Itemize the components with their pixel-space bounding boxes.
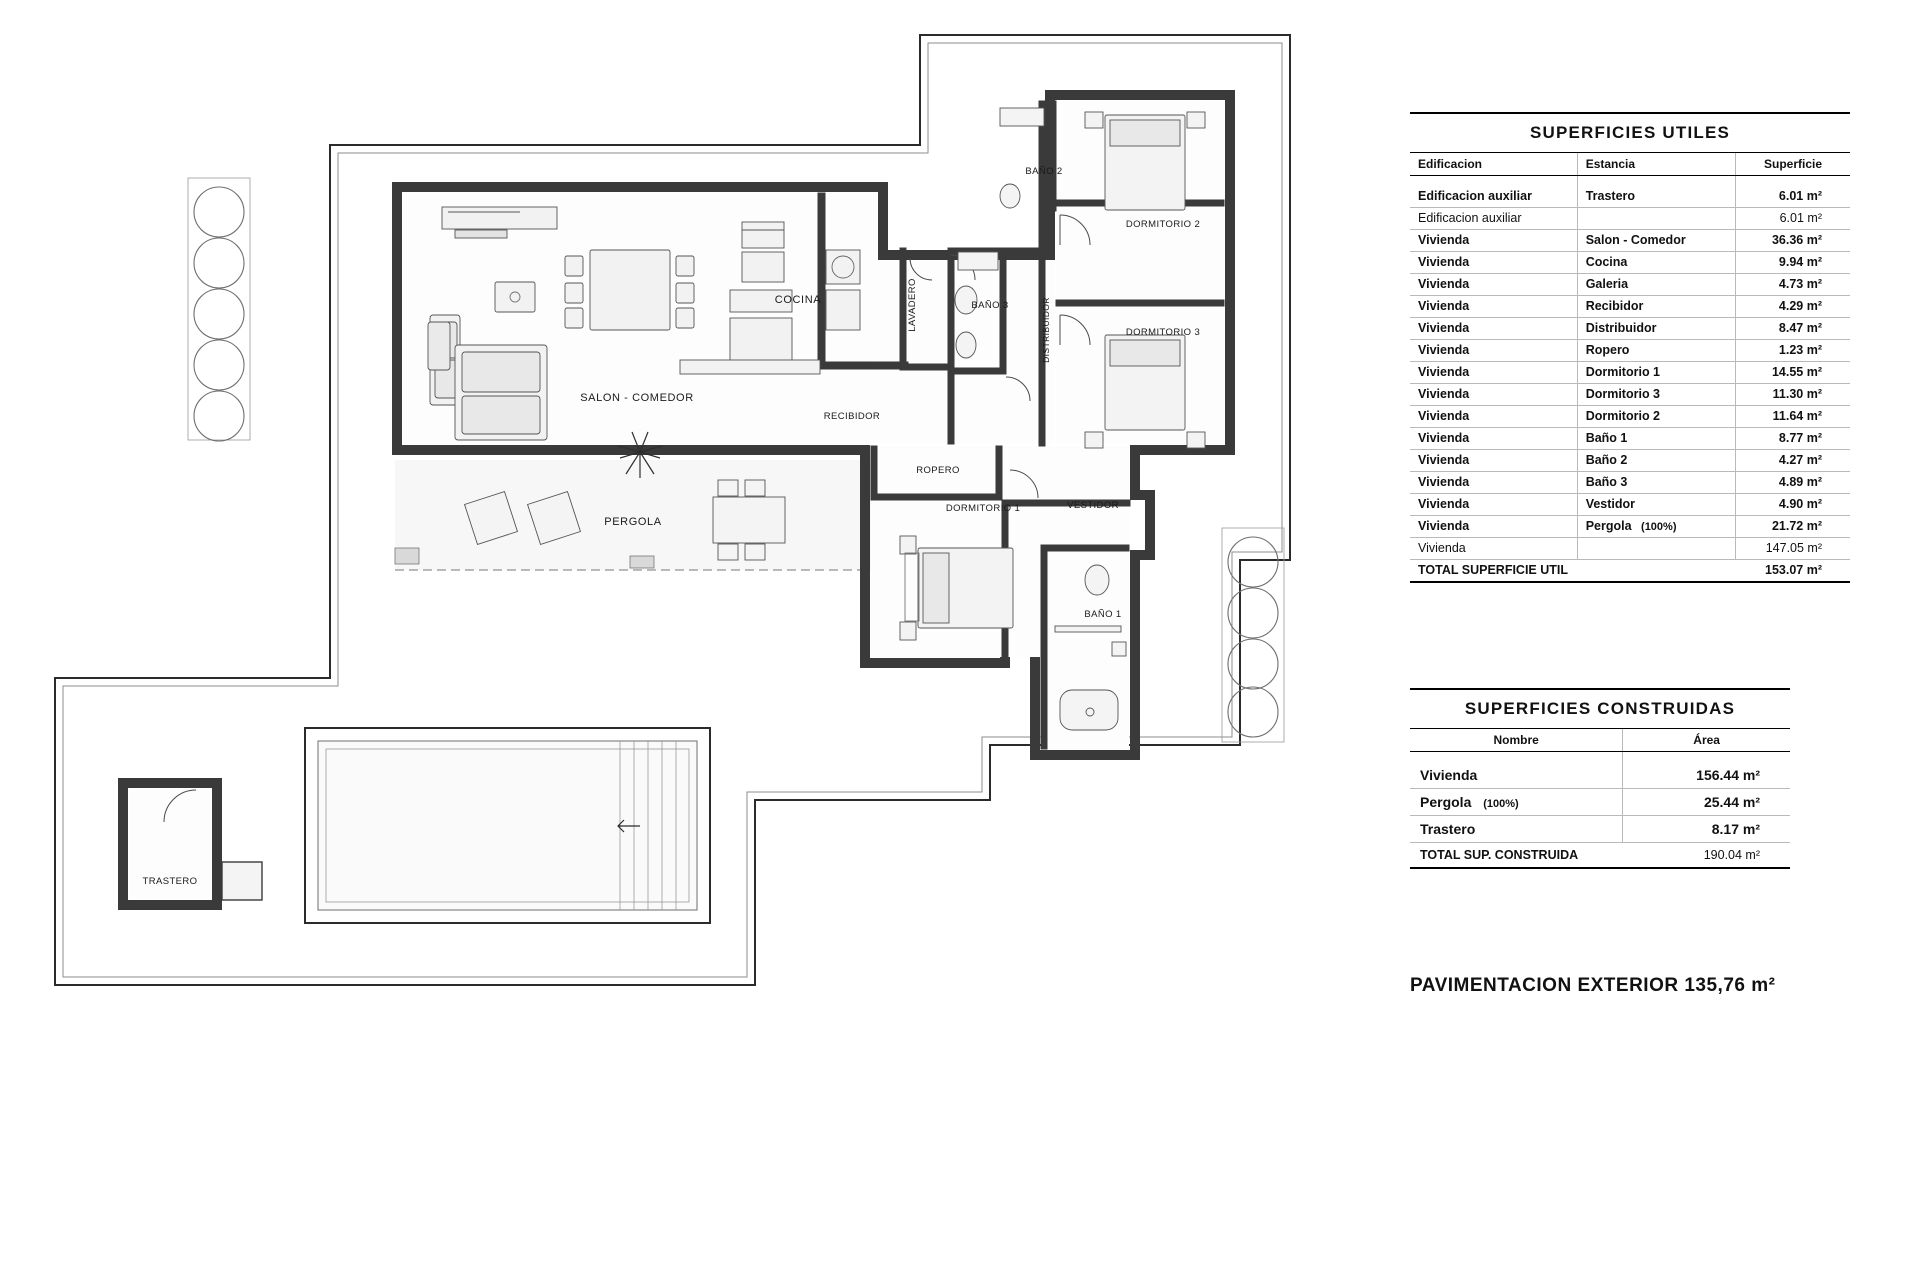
room-label-distribuidor: DISTRIBUIDOR [1041,297,1051,363]
cell-edificacion: Edificacion auxiliar [1410,186,1577,208]
construidas-title-row [1410,689,1790,729]
cell-superficie: 14.55 m² [1736,361,1850,383]
cell-superficie: 8.77 m² [1736,427,1850,449]
cell-estancia: Baño 3 [1577,471,1735,493]
cell-superficie: 4.27 m² [1736,449,1850,471]
table-row [1410,186,1850,208]
cell-superficie: 4.29 m² [1736,295,1850,317]
table-row [1410,789,1790,816]
superficies-utiles-panel [1410,112,1850,583]
cell-nombre [1410,762,1623,789]
cell-estancia [1577,515,1735,537]
room-label-dormitorio-2: DORMITORIO 2 [1125,219,1201,230]
cell-edificacion: Vivienda [1410,361,1577,383]
cell-edificacion: Vivienda [1410,405,1577,427]
table-row [1410,207,1850,229]
pavimentacion-exterior-text: PAVIMENTACION EXTERIOR 135,76 m² [1410,975,1776,996]
cell-estancia: Trastero [1577,186,1735,208]
table-row [1410,251,1850,273]
table-row [1410,383,1850,405]
cell-nombre-text: Pergola [1420,794,1472,810]
cell-estancia-text: Pergola [1585,519,1632,533]
cell-superficie: 21.72 m² [1736,515,1850,537]
cell-superficie: 6.01 m² [1736,207,1850,229]
trastero-building [118,778,262,910]
utiles-title: SUPERFICIES UTILES [1410,113,1850,153]
table-row [1410,339,1850,361]
cell-estancia [1577,537,1735,559]
cell-edificacion: Vivienda [1410,295,1577,317]
cell-superficie: 11.30 m² [1736,383,1850,405]
room-label-cocina: COCINA [774,294,822,306]
table-row [1410,229,1850,251]
cell-superficie: 4.90 m² [1736,493,1850,515]
utiles-total-row [1410,559,1850,582]
utiles-total-label: TOTAL SUPERFICIE UTIL [1410,559,1736,582]
table-row [1410,449,1850,471]
room-label-ropero: ROPERO [916,465,960,476]
room-label-recibidor: RECIBIDOR [823,411,881,422]
cell-estancia: Ropero [1577,339,1735,361]
cell-edificacion: Vivienda [1410,449,1577,471]
cell-superficie: 9.94 m² [1736,251,1850,273]
cell-superficie: 1.23 m² [1736,339,1850,361]
cell-estancia: Baño 2 [1577,449,1735,471]
cell-superficie: 4.89 m² [1736,471,1850,493]
room-label-bano-1: BAÑO 1 [1084,609,1122,620]
room-label-salon-comedor: SALON - COMEDOR [580,392,694,404]
superficies-utiles-table [1410,112,1850,583]
cell-estancia: Salon - Comedor [1577,229,1735,251]
cell-edificacion: Vivienda [1410,317,1577,339]
pavimentacion-panel [1410,975,1870,997]
cell-edificacion: Vivienda [1410,339,1577,361]
utiles-header-superficie: Superficie [1736,153,1850,176]
construidas-header-area: Área [1623,729,1790,752]
cell-edificacion: Edificacion auxiliar [1410,207,1577,229]
table-row [1410,493,1850,515]
cell-estancia: Dormitorio 2 [1577,405,1735,427]
cell-superficie: 8.47 m² [1736,317,1850,339]
swimming-pool [305,728,710,923]
cell-edificacion: Vivienda [1410,273,1577,295]
superficies-construidas-panel [1410,688,1790,869]
tree-row-left [188,178,250,441]
cell-edificacion: Vivienda [1410,493,1577,515]
utiles-header-edificacion: Edificacion [1410,153,1577,176]
table-row [1410,816,1790,843]
cell-nombre-note: (100%) [1483,798,1519,810]
utiles-total-value: 153.07 m² [1736,559,1850,582]
cell-superficie: 4.73 m² [1736,273,1850,295]
cell-edificacion: Vivienda [1410,229,1577,251]
room-label-dormitorio-1: DORMITORIO 1 [945,503,1021,514]
cell-superficie: 6.01 m² [1736,186,1850,208]
cell-superficie: 11.64 m² [1736,405,1850,427]
construidas-title: SUPERFICIES CONSTRUIDAS [1410,689,1790,729]
cell-estancia: Cocina [1577,251,1735,273]
cell-estancia [1577,207,1735,229]
room-label-vestidor: VESTIDOR [1067,500,1119,511]
cell-estancia: Vestidor [1577,493,1735,515]
room-label-pergola: PERGOLA [604,516,662,528]
table-row [1410,273,1850,295]
cell-area: 156.44 m² [1623,762,1790,789]
cell-superficie: 147.05 m² [1736,537,1850,559]
cell-area: 25.44 m² [1623,789,1790,816]
table-row [1410,427,1850,449]
cell-edificacion: Vivienda [1410,537,1577,559]
cell-nombre-text: Trastero [1420,821,1476,837]
table-row [1410,405,1850,427]
cell-area: 8.17 m² [1623,816,1790,843]
cell-edificacion: Vivienda [1410,515,1577,537]
table-row [1410,361,1850,383]
cell-edificacion: Vivienda [1410,427,1577,449]
construidas-total-value: 190.04 m² [1623,843,1790,869]
table-row [1410,537,1850,559]
cell-edificacion: Vivienda [1410,251,1577,273]
cell-nombre-text: Vivienda [1420,767,1478,783]
cell-estancia: Distribuidor [1577,317,1735,339]
superficies-construidas-table [1410,688,1790,869]
table-row [1410,515,1850,537]
cell-nombre [1410,816,1623,843]
cell-estancia: Recibidor [1577,295,1735,317]
cell-estancia: Baño 1 [1577,427,1735,449]
construidas-header-nombre: Nombre [1410,729,1623,752]
cell-superficie: 36.36 m² [1736,229,1850,251]
table-row [1410,471,1850,493]
utiles-header-row [1410,153,1850,176]
construidas-total-row [1410,843,1790,869]
room-label-trastero: TRASTERO [142,876,198,887]
cell-edificacion: Vivienda [1410,383,1577,405]
table-row [1410,762,1790,789]
table-row [1410,317,1850,339]
cell-estancia: Galeria [1577,273,1735,295]
construidas-header-row [1410,729,1790,752]
table-row [1410,295,1850,317]
construidas-total-label: TOTAL SUP. CONSTRUIDA [1410,843,1623,869]
cell-nombre [1410,789,1623,816]
utiles-header-estancia: Estancia [1577,153,1735,176]
room-label-lavadero: LAVADERO [907,278,918,332]
cell-estancia-note: (100%) [1641,521,1677,533]
room-label-dormitorio-3: DORMITORIO 3 [1125,327,1201,338]
utiles-title-row [1410,113,1850,153]
cell-edificacion: Vivienda [1410,471,1577,493]
cell-estancia: Dormitorio 3 [1577,383,1735,405]
room-label-bano-2: BAÑO 2 [1025,166,1063,177]
cell-estancia: Dormitorio 1 [1577,361,1735,383]
room-label-bano-3: BAÑO 3 [971,300,1009,311]
